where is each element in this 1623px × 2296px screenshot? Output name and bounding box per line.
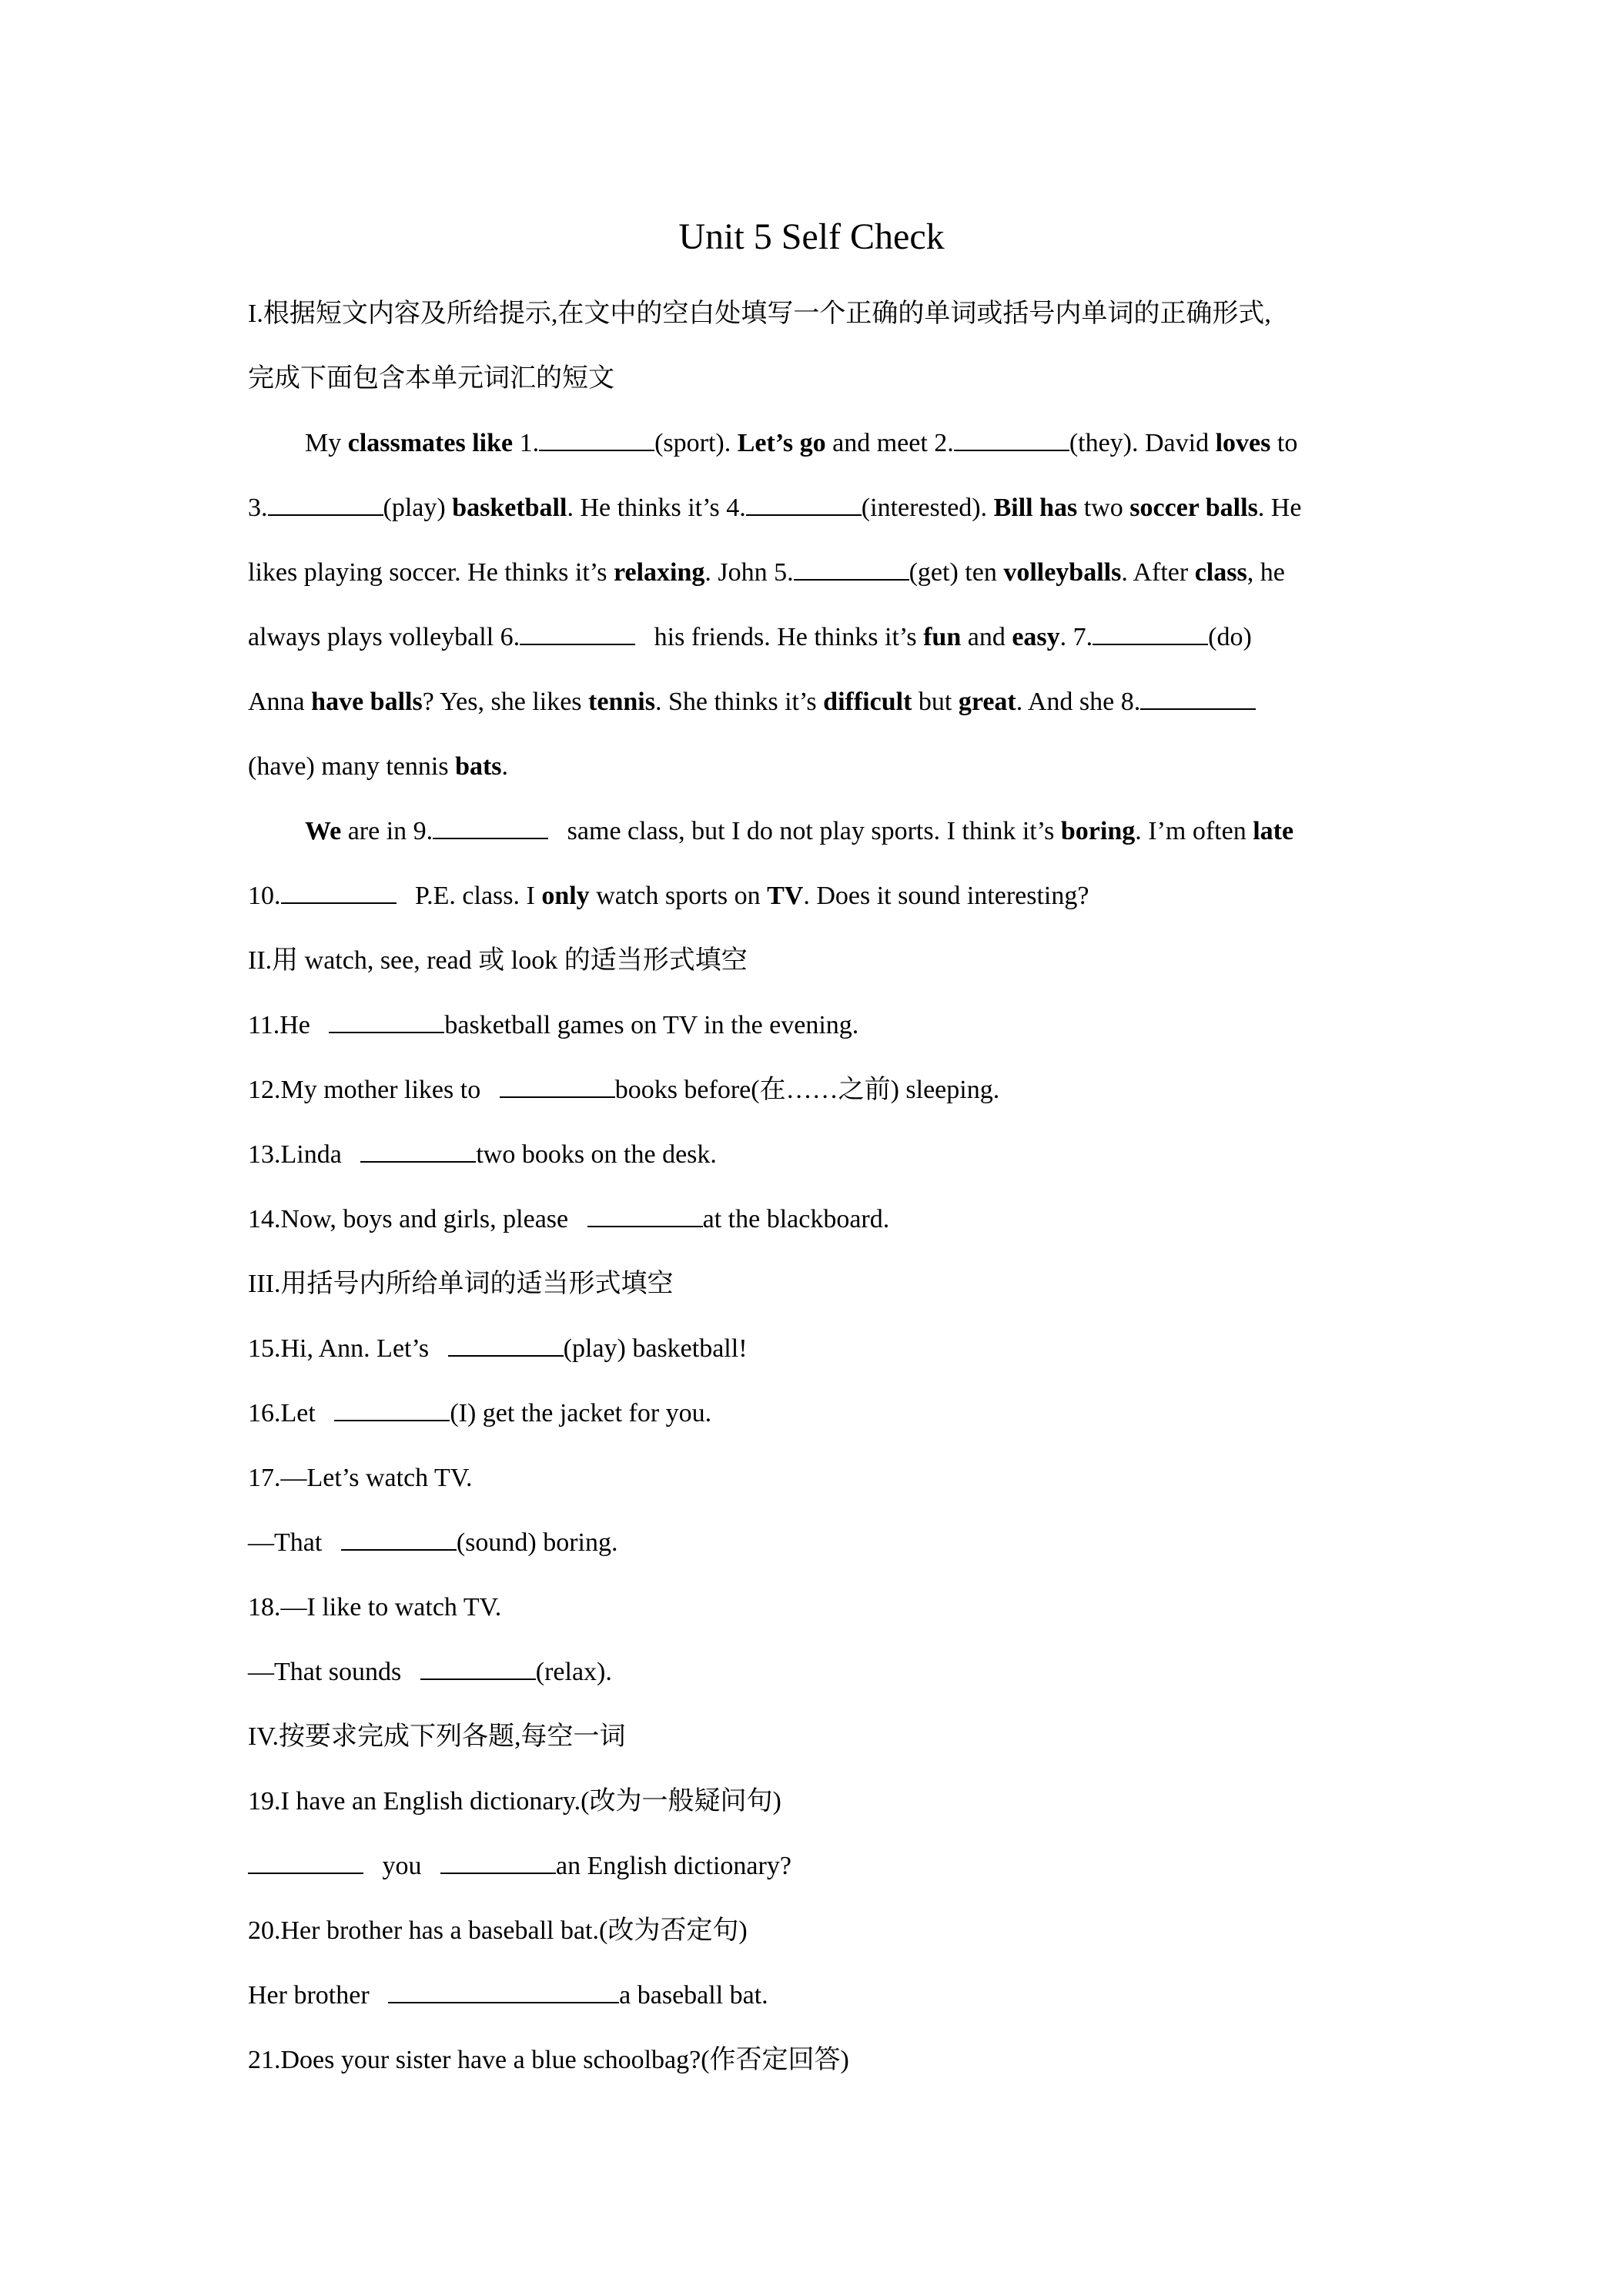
question-14: 14.Now, boys and girls, please at the blackboard. (248, 1203, 1387, 1237)
question-17-response: —That (sound) boring. (248, 1526, 1387, 1560)
passage-line-6: (have) many tennis bats. (248, 752, 509, 781)
question-17-prompt: 17.—Let’s watch TV. (248, 1464, 473, 1492)
question-20: 20.Her brother has a baseball bat.(改为否定句) (248, 1916, 748, 1945)
blank-19b[interactable] (440, 1849, 556, 1874)
blank-8[interactable] (1140, 685, 1256, 710)
blank-14[interactable] (587, 1203, 703, 1227)
blank-17[interactable] (341, 1526, 457, 1551)
blank-11[interactable] (329, 1009, 444, 1033)
blank-20[interactable] (388, 1979, 619, 2003)
question-19: 19.I have an English dictionary.(改为一般疑问句) (248, 1787, 781, 1816)
blank-3[interactable] (268, 491, 383, 516)
section1-heading-line2: 完成下面包含本单元词汇的短文 (248, 364, 614, 393)
blank-13[interactable] (360, 1138, 476, 1163)
question-18-prompt: 18.—I like to watch TV. (248, 1593, 502, 1622)
passage-line-8: 10. P.E. class. I only watch sports on TV. Does it sound interesting? (248, 879, 1387, 913)
question-15: 15.Hi, Ann. Let’s (play) basketball! (248, 1332, 1387, 1366)
section2-heading: II.用 watch, see, read 或 look 的适当形式填空 (248, 946, 748, 975)
passage-line-1: My classmates like 1. (sport). Let’s go and meet 2. (they). David loves to (305, 427, 1444, 460)
blank-5[interactable] (794, 556, 909, 581)
section4-heading: IV.按要求完成下列各题,每空一词 (248, 1722, 626, 1751)
blank-16[interactable] (334, 1397, 450, 1421)
question-11: 11.He basketball games on TV in the evening. (248, 1009, 1387, 1043)
passage-line-3: likes playing soccer. He thinks it’s relaxing. John 5. (get) ten volleyballs. After class, he (248, 556, 1387, 590)
blank-6[interactable] (520, 621, 635, 645)
question-21: 21.Does your sister have a blue schoolbag?(作否定回答) (248, 2046, 849, 2074)
passage-line-7: We are in 9. same class, but I do not play sports. I think it’s boring. I’m often late (305, 815, 1444, 848)
blank-4[interactable] (746, 491, 862, 516)
question-19-answer: you an English dictionary? (248, 1849, 1387, 1883)
blank-12[interactable] (500, 1073, 615, 1098)
passage-line-2: 3. (play) basketball. He thinks it’s 4. (interested). Bill has two soccer balls. He (248, 491, 1387, 525)
blank-9[interactable] (433, 815, 548, 839)
section1-heading-line1: I.根据短文内容及所给提示,在文中的空白处填写一个正确的单词或括号内单词的正确形式, (248, 300, 1271, 328)
passage-line-5: Anna have balls? Yes, she likes tennis. She thinks it’s difficult but great. And she 8. (248, 685, 1387, 719)
question-18-response: —That sounds (relax). (248, 1655, 1387, 1689)
question-20-answer: Her brother a baseball bat. (248, 1979, 1387, 2013)
blank-18[interactable] (420, 1655, 536, 1680)
question-16: 16.Let (I) get the jacket for you. (248, 1397, 1387, 1431)
section3-heading: III.用括号内所给单词的适当形式填空 (248, 1270, 674, 1298)
blank-1[interactable] (539, 427, 654, 451)
blank-2[interactable] (954, 427, 1069, 451)
question-12: 12.My mother likes to books before(在……之前) sleeping. (248, 1073, 1387, 1107)
question-13: 13.Linda two books on the desk. (248, 1138, 1387, 1172)
blank-10[interactable] (281, 879, 397, 904)
passage-line-4: always plays volleyball 6. his friends. He thinks it’s fun and easy. 7. (do) (248, 621, 1387, 654)
blank-19a[interactable] (248, 1849, 363, 1874)
page-title: Unit 5 Self Check (678, 216, 945, 257)
blank-7[interactable] (1093, 621, 1208, 645)
blank-15[interactable] (448, 1332, 564, 1357)
